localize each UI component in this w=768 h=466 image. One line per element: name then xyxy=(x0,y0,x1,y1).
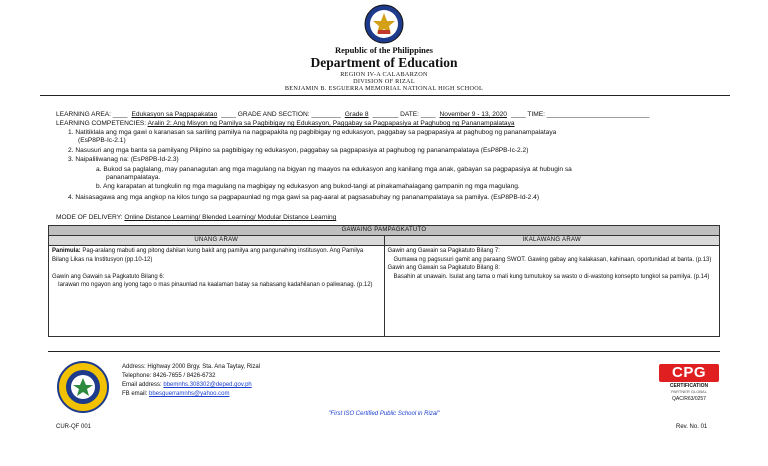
competency-sub-item: a. Bukod sa paglalang, may pananagutan ang mga magulang na bigyan ng maayos na edukasyon ang kanilang mga anak, gabayan sa pagpapasiya at hubugin sa xyxy=(96,166,572,173)
footer-telephone: Telephone: 8426-7655 / 8426-6732 xyxy=(122,373,216,379)
region-label: REGION IV-A CALABARZON xyxy=(340,71,428,78)
fb-email-link[interactable]: bbesguerramnhs@yahoo.com xyxy=(149,391,230,397)
cpg-badge: CPG xyxy=(659,364,719,382)
department-title: Department of Education xyxy=(310,55,458,70)
grade-label: ____ GRADE AND SECTION: ________ xyxy=(221,111,341,118)
competency-item: 3. Naipaliliwanag na: (EsP8PB-Id-2.3) xyxy=(68,156,179,163)
division-label: DIVISION OF RIZAL xyxy=(353,78,415,85)
footer-fb-row: FB email: bbesguerramnhs@yahoo.com xyxy=(122,391,230,397)
learning-activities-table xyxy=(48,225,720,337)
header-divider xyxy=(40,95,730,96)
mode-value: Online Distance Learning/ Blended Learning/ Modular Distance Learning xyxy=(124,214,337,221)
cpg-subtitle: CERTIFICATION xyxy=(669,383,709,389)
mode-label: MODE OF DELIVERY: xyxy=(56,214,123,221)
day2-cell: Gawin ang Gawain sa Pagkatuto Bilang 7: Gumawa ng pagsusuri gamit ang paraang SWOT. Gawing gabay ang kalakasan, kahinaan, oportunidad at banta. (p.13) Gawin ang Gawain sa Pagkatuto Bilang 8: Basahin at unawain. Isulat ang tama o mali kung tumutukoy sa wasto o di-wastong konsepto tungkol sa pamilya. (p.14) xyxy=(384,246,720,337)
cpg-code: QAC/R63/0257 xyxy=(672,396,706,402)
republic-label: Republic of the Philippines xyxy=(334,45,433,55)
competency-sub-item: b. Ang karapatan at tungkulin ng mga magulang na magbigay ng edukasyon ang bukod-tangi at pinakamahalagang gampanin ng mga magulang. xyxy=(96,183,520,190)
mode-of-delivery xyxy=(56,214,336,221)
aralin-title: Aralin 2: Ang Misyon ng Pamilya sa Pagbibigay ng Edukasyon, Paggabay sa Pagpapasiya at Paghubog ng Pananampalataya xyxy=(147,120,515,127)
footer-address: Address: Highway 2000 Brgy. Sta. Ana Taytay, Rizal xyxy=(122,364,261,370)
revision-number: Rev. No. 01 xyxy=(676,424,708,430)
day1-cell: Panimula: Pag-aralang mabuti ang pitong dahilan kung bakit ang pamilya ang pangunahing institusyon. Ang Pamilya Bilang Likas na Institusyon (pp.10-12) Gawin ang Gawain sa Pagkatuto Bilang 6: Iarawan mo ngayon ang iyong tago o mas pinaunlad na kaalaman batay sa nabasang kadahilanan o paliwanag. (p.12) xyxy=(49,246,385,337)
school-name: BENJAMIN B. ESGUERRA MEMORIAL NATIONAL HIGH SCHOOL xyxy=(284,85,484,92)
competencies-label: LEARNING COMPETENCIES: xyxy=(56,120,147,127)
date-value: November 9 - 13, 2020 xyxy=(439,111,507,118)
cpg-subtitle-2: PARTNER GLOBAL xyxy=(671,389,707,394)
competencies-heading xyxy=(56,120,515,127)
deped-seal-logo xyxy=(364,4,404,44)
info-row xyxy=(56,111,653,118)
competency-item: 2. Nasusuri ang mga banta sa pamilyang Pilipino sa pagbibigay ng edukasyon, paggabay sa pagpapasiya at paghubog ng pananampalataya (EsP8PB-Ic-2.2) xyxy=(68,147,529,154)
learning-area-value: Edukasyon sa Pagpapakatao xyxy=(131,111,218,118)
time-label: ____ TIME: ____________________________ xyxy=(510,111,650,118)
col2-header: IKALAWANG ARAW xyxy=(384,236,720,246)
col1-header: UNANG ARAW xyxy=(49,236,385,246)
date-label: _______ DATE: ____ xyxy=(372,111,436,118)
form-code: CUR-QF 001 xyxy=(56,424,92,430)
competency-item: 4. Naisasagawa ang mga angkop na kilos tungo sa pagpapaunlad ng mga gawi sa pag-aaral at pagsasabuhay ng pananampalataya sa pamilya. (EsP8PB-Id-2.4) xyxy=(68,194,540,201)
competency-sub-item-cont: pananampalataya. xyxy=(106,174,161,181)
competency-item-code: (EsP8PB-Ic-2.1) xyxy=(78,137,126,144)
grade-value: Grade 8 xyxy=(344,111,369,118)
competency-item: 1. Natitiklala ang mga gawi o karanasan sa sariling pamilya na nagpapakita ng pagbibigay ng edukasyon, paggabay sa pagpapasiya at paghubog ng pananampalataya xyxy=(68,129,557,136)
school-seal-logo xyxy=(57,361,109,413)
cpg-certification-logo xyxy=(659,364,719,402)
footer-email-row: Email address: bbemnhs.308302@deped.gov.ph xyxy=(122,382,252,388)
footer-divider xyxy=(48,351,720,352)
table-title: GAWAING PAMPAGKATUTO xyxy=(49,226,720,236)
learning-area-label: LEARNING AREA: ____ xyxy=(56,111,128,118)
email-link[interactable]: bbemnhs.308302@deped.gov.ph xyxy=(163,382,252,388)
iso-quote: "First ISO Certified Public School in Rizal" xyxy=(328,411,440,417)
